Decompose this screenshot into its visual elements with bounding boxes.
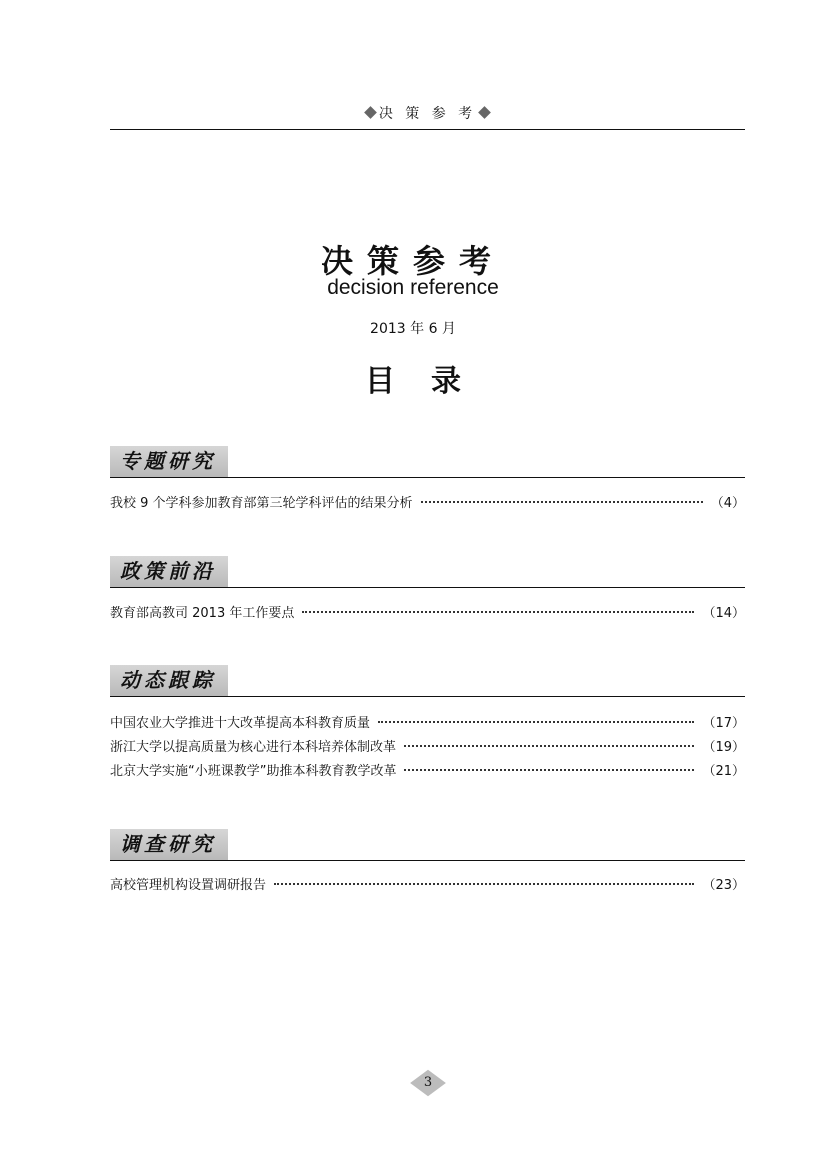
entry-page[interactable]: （4） xyxy=(710,496,745,511)
section-rule xyxy=(110,477,745,478)
entry-title[interactable]: 北京大学实施“小班课教学”助推本科教育教学改革 xyxy=(110,764,397,779)
section-header xyxy=(110,665,745,698)
entry-title[interactable]: 中国农业大学推进十大改革提高本科教育质量 xyxy=(110,716,371,731)
toc-section xyxy=(110,446,745,516)
dot-leader xyxy=(302,611,694,613)
toc-entry[interactable] xyxy=(110,602,745,626)
section-tag: 专题研究 xyxy=(110,446,228,477)
toc-section xyxy=(110,829,745,898)
toc-entry[interactable] xyxy=(110,760,745,784)
entry-title[interactable]: 浙江大学以提高质量为核心进行本科培养体制改革 xyxy=(110,740,397,755)
entry-page[interactable]: （21） xyxy=(702,764,745,779)
section-header xyxy=(110,829,745,862)
dot-leader xyxy=(378,721,694,723)
section-header xyxy=(110,556,745,589)
section-tag: 调查研究 xyxy=(110,829,228,860)
dot-leader xyxy=(404,769,694,771)
toc-title: 目录 xyxy=(365,364,497,399)
entry-title[interactable]: 高校管理机构设置调研报告 xyxy=(110,878,267,893)
header-label: 决 策 参 考 xyxy=(378,106,477,122)
publication-subtitle: decision reference xyxy=(327,276,499,299)
issue-date: 2013 年 6 月 xyxy=(370,321,456,337)
toc-section xyxy=(110,665,745,784)
dot-leader xyxy=(404,745,694,747)
dot-leader xyxy=(274,883,694,885)
section-rule xyxy=(110,860,745,861)
entry-title[interactable]: 我校 9 个学科参加教育部第三轮学科评估的结果分析 xyxy=(110,496,413,511)
page-number xyxy=(413,1073,443,1093)
section-rule xyxy=(110,587,745,588)
running-header xyxy=(110,103,745,123)
section-tag: 政策前沿 xyxy=(110,556,228,587)
page-number-label: 3 xyxy=(423,1075,433,1090)
entry-page[interactable]: （17） xyxy=(702,716,745,731)
diamond-icon xyxy=(364,106,377,119)
entry-page[interactable]: （19） xyxy=(702,740,745,755)
section-tag: 动态跟踪 xyxy=(110,665,228,696)
entry-list xyxy=(110,712,745,784)
entry-page[interactable]: （14） xyxy=(702,606,745,621)
toc-entry[interactable] xyxy=(110,492,745,516)
toc-entry[interactable] xyxy=(110,736,745,760)
toc-entry[interactable] xyxy=(110,712,745,736)
section-rule xyxy=(110,696,745,697)
entry-list xyxy=(110,602,745,626)
entry-list xyxy=(110,874,745,898)
entry-list xyxy=(110,492,745,516)
toc-section xyxy=(110,556,745,626)
publication-title: 决策参考 xyxy=(320,242,505,280)
entry-page[interactable]: （23） xyxy=(702,878,745,893)
toc-entry[interactable] xyxy=(110,874,745,898)
dot-leader xyxy=(421,501,703,503)
header-rule xyxy=(110,129,745,130)
section-header xyxy=(110,446,745,479)
entry-title[interactable]: 教育部高教司 2013 年工作要点 xyxy=(110,606,295,621)
diamond-icon xyxy=(478,106,491,119)
